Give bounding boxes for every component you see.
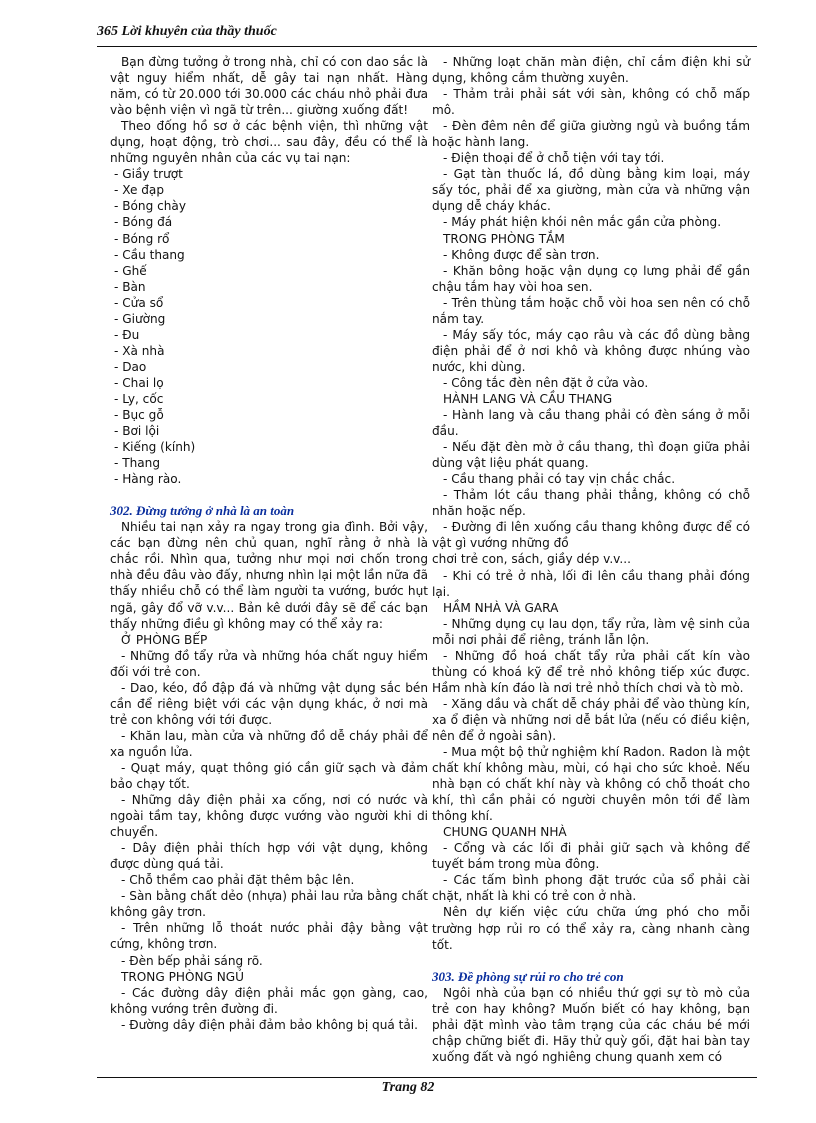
cause-item: - Bóng rổ: [114, 231, 170, 246]
intro-paragraph-2: Theo đống hồ sơ ở các bệnh viện, thì những vật dụng, hoạt động, trò chơi... sau đây, đều có thể là những nguyên nhân của các vụ tai nạn:: [110, 119, 428, 166]
around-house-heading: CHUNG QUANH NHÀ: [443, 825, 567, 840]
kitchen-item: - Đèn bếp phải sáng rõ.: [121, 953, 263, 968]
cause-item: - Giường: [114, 311, 166, 326]
right-column: [432, 54, 750, 1065]
cause-item: - Ghế: [114, 263, 147, 278]
bedroom-item: - Thảm trải phải sát với sàn, không có chỗ mấp mô.: [432, 87, 750, 118]
garage-item: - Mua một bộ thử nghiệm khí Radon. Radon là một chất khí không màu, mùi, có hại cho sức khoẻ. Nếu nhà bạn có chất khí này và không có chỗ thoát cho khí, thì cần phải có người chuyên môn tới để làm thông khí.: [432, 745, 750, 824]
section-302-paragraph: Nhiều tai nạn xảy ra ngay trong gia đình. Bởi vậy, các bạn đừng nên chủ quan, nghĩ rằng ở nhà là chắc rồi. Nhìn qua, tưởng như mọi nơi chốn trong nhà đều đâu vào đấy, nhưng nhìn lại một lần nữa đã thấy nhiều chỗ có thể làm người ta vướng, bước hụt ngã, gây đổ vỡ v.v... Bản kê dưới đây sẽ để các bạn thấy những điều gì không may có thể xảy ra:: [110, 520, 428, 631]
page-number: Trang 82: [381, 1080, 435, 1095]
kitchen-item: - Những dây điện phải xa cống, nơi có nước và ngoài tầm tay, không được vướng vào người khi di chuyển.: [110, 793, 428, 840]
hallway-heading: HÀNH LANG VÀ CẦU THANG: [443, 391, 613, 406]
kitchen-item: - Sàn bằng chất dẻo (nhựa) phải lau rửa bằng chất không gây trơn.: [110, 889, 428, 920]
hallway-item: - Thảm lót cầu thang phải thẳng, không có chỗ nhăn hoặc nếp.: [432, 488, 750, 519]
cause-item: - Đu: [114, 327, 140, 342]
bathroom-heading: TRONG PHÒNG TẮM: [443, 231, 565, 246]
kitchen-item: - Dây điện phải thích hợp với vật dụng, không được dùng quá tải.: [110, 841, 428, 872]
bathroom-list: [432, 247, 750, 391]
cause-item: - Dao: [114, 359, 147, 374]
cause-item: - Ly, cốc: [114, 391, 164, 406]
bathroom-item: - Khăn bông hoặc vận dụng cọ lưng phải để gần chậu tắm hay vòi hoa sen.: [432, 263, 750, 294]
header-divider: [97, 46, 757, 47]
cause-item: - Thang: [114, 456, 161, 471]
hallway-item: - Nếu đặt đèn mờ ở cầu thang, thì đoạn giữa phải dùng vật liệu phát quang.: [432, 440, 750, 471]
cause-item: - Bục gỗ: [114, 408, 164, 423]
bedroom-item: - Đường dây điện phải đảm bảo không bị quá tải.: [121, 1017, 418, 1032]
cause-item: - Xà nhà: [114, 343, 165, 358]
bathroom-item: - Máy sấy tóc, máy cạo râu và các đồ dùng bằng điện phải để ở nơi khô và không được nhúng vào nước, khi dùng.: [432, 327, 750, 374]
left-column: [110, 54, 428, 1033]
bedroom-item: - Gạt tàn thuốc lá, đồ dùng bằng kim loại, máy sấy tóc, phải để xa giường, màn cửa và những vận dụng dễ cháy khác.: [432, 167, 750, 214]
bedroom-item: - Điện thoại để ở chỗ tiện với tay tới.: [443, 151, 665, 166]
section-303-heading: 303. Đề phòng sự rủi ro cho trẻ con: [432, 968, 624, 984]
cause-item: - Giầy trượt: [114, 167, 183, 182]
bedroom-heading: TRONG PHÒNG NGỦ: [121, 969, 245, 984]
kitchen-item: - Chỗ thềm cao phải đặt thêm bậc lên.: [121, 873, 355, 888]
around-house-list: [432, 840, 750, 904]
cause-item: - Cửa sổ: [114, 295, 164, 310]
section-302-heading: 302. Đừng tưởng ở nhà là an toàn: [110, 503, 295, 519]
kitchen-item: - Trên những lỗ thoát nước phải đậy bằng vật cứng, không trơn.: [110, 921, 428, 952]
kitchen-item: - Khăn lau, màn cửa và những đồ dễ cháy phải để xa nguồn lửa.: [110, 728, 428, 759]
kitchen-item: - Dao, kéo, đồ đập đá và những vật dụng sắc bén cần để riêng biệt với các vận dụng khác, ở nơi mà trẻ con không với tới được.: [110, 680, 428, 727]
closing-paragraph: Nên dự kiến việc cứu chữa ứng phó cho mỗi trường hợp rủi ro có thể xảy ra, càng nhanh càng tốt.: [432, 905, 750, 952]
bedroom-item: - Máy phát hiện khói nên mắc gần cửa phòng.: [443, 215, 722, 230]
bedroom-item: - Đèn đêm nên để giữa giường ngủ và buồng tắm hoặc hành lang.: [432, 119, 750, 150]
cause-item: - Bơi lội: [114, 424, 160, 439]
hallway-item: - Cầu thang phải có tay vịn chắc chắc.: [443, 472, 676, 487]
section-303-paragraph: Ngôi nhà của bạn có nhiều thứ gợi sự tò mò của trẻ con hay không? Muốn biết có hay không, bạn phải đặt mình vào tâm trạng của các cháu bé mới chập chững biết đi. Hãy thử quỳ gối, đặt hai bàn tay xuống đất và ngó nghiêng chung quanh xem có: [432, 985, 750, 1064]
bathroom-item: - Công tắc đèn nên đặt ở cửa vào.: [443, 375, 649, 390]
bathroom-item: - Trên thùng tắm hoặc chỗ vòi hoa sen nên có chỗ nắm tay.: [432, 295, 750, 326]
cause-item: - Bóng chày: [114, 199, 186, 214]
intro-paragraph-1: Bạn đừng tưởng ở trong nhà, chỉ có con dao sắc là vật nguy hiểm nhất, dễ gây tai nạn nhất. Hàng năm, có từ 20.000 tới 30.000 các cháu nhỏ phải đưa vào bệnh viện vì ngã từ trên... giường xuống đất!: [110, 55, 428, 118]
cause-item: - Chai lọ: [114, 375, 164, 390]
cause-item: - Kiếng (kính): [114, 440, 196, 455]
around-house-item: - Cổng và các lối đi phải giữ sạch và không để tuyết bám trong mùa đông.: [432, 841, 750, 872]
garage-item: - Những đồ hoá chất tẩy rửa phải cất kín vào thùng có khoá kỹ để trẻ nhỏ không tiếp xúc được. Hầm nhà kín đáo là nơi trẻ nhỏ thích chơi và tò mò.: [432, 648, 750, 695]
hallway-continuation: chơi trẻ con, sách, giầy dép v.v...: [432, 552, 631, 567]
cause-item: - Cầu thang: [114, 247, 185, 262]
cause-item: - Hàng rào.: [114, 472, 182, 487]
kitchen-item: - Quạt máy, quạt thông gió cần giữ sạch và đảm bảo chạy tốt.: [110, 760, 428, 792]
bedroom-list-continued: [432, 54, 750, 231]
garage-item: - Xăng dầu và chất dễ cháy phải để vào thùng kín, xa ổ điện và những nơi dễ bắt lửa (nếu có điều kiện, nên để ở ngoài sân).: [432, 696, 750, 743]
accident-causes-list: [110, 166, 428, 487]
cause-item: - Xe đạp: [114, 183, 164, 198]
cause-item: - Bàn: [114, 279, 146, 294]
bathroom-item: - Không được để sàn trơn.: [443, 247, 600, 262]
around-house-item: - Các tấm bình phong đặt trước của sổ phải cài chặt, nhất là khi có trẻ con ở nhà.: [432, 873, 750, 904]
bedroom-list: [110, 985, 428, 1033]
hallway-list: [432, 407, 750, 551]
bedroom-item: - Những loạt chăn màn điện, chỉ cắm điện khi sử dụng, không cắm thường xuyên.: [432, 55, 750, 86]
garage-list: [432, 616, 750, 825]
hallway-item: - Hành lang và cầu thang phải có đèn sáng ở mỗi đầu.: [432, 408, 750, 439]
hallway-last-item: - Khi có trẻ ở nhà, lối đi lên cầu thang phải đóng lại.: [432, 568, 750, 599]
kitchen-heading: Ở PHÒNG BẾP: [121, 632, 208, 647]
bedroom-item: - Các đường dây điện phải mắc gọn gàng, cao, không vướng trên đường đi.: [110, 985, 428, 1016]
garage-heading: HẦM NHÀ VÀ GARA: [443, 600, 559, 615]
garage-item: - Những dụng cụ lau dọn, tẩy rửa, làm vệ sinh của mỗi nơi phải để riêng, tránh lẫn lộn.: [432, 616, 750, 647]
kitchen-list: [110, 648, 428, 969]
kitchen-item: - Những đồ tẩy rửa và những hóa chất nguy hiểm đối với trẻ con.: [110, 648, 428, 679]
footer-divider: [97, 1077, 757, 1078]
cause-item: - Bóng đá: [114, 215, 173, 230]
hallway-item: - Đường đi lên xuống cầu thang không được để có vật gì vướng những đồ: [432, 520, 750, 551]
book-title: 365 Lời khuyên của thầy thuốc: [97, 24, 277, 39]
